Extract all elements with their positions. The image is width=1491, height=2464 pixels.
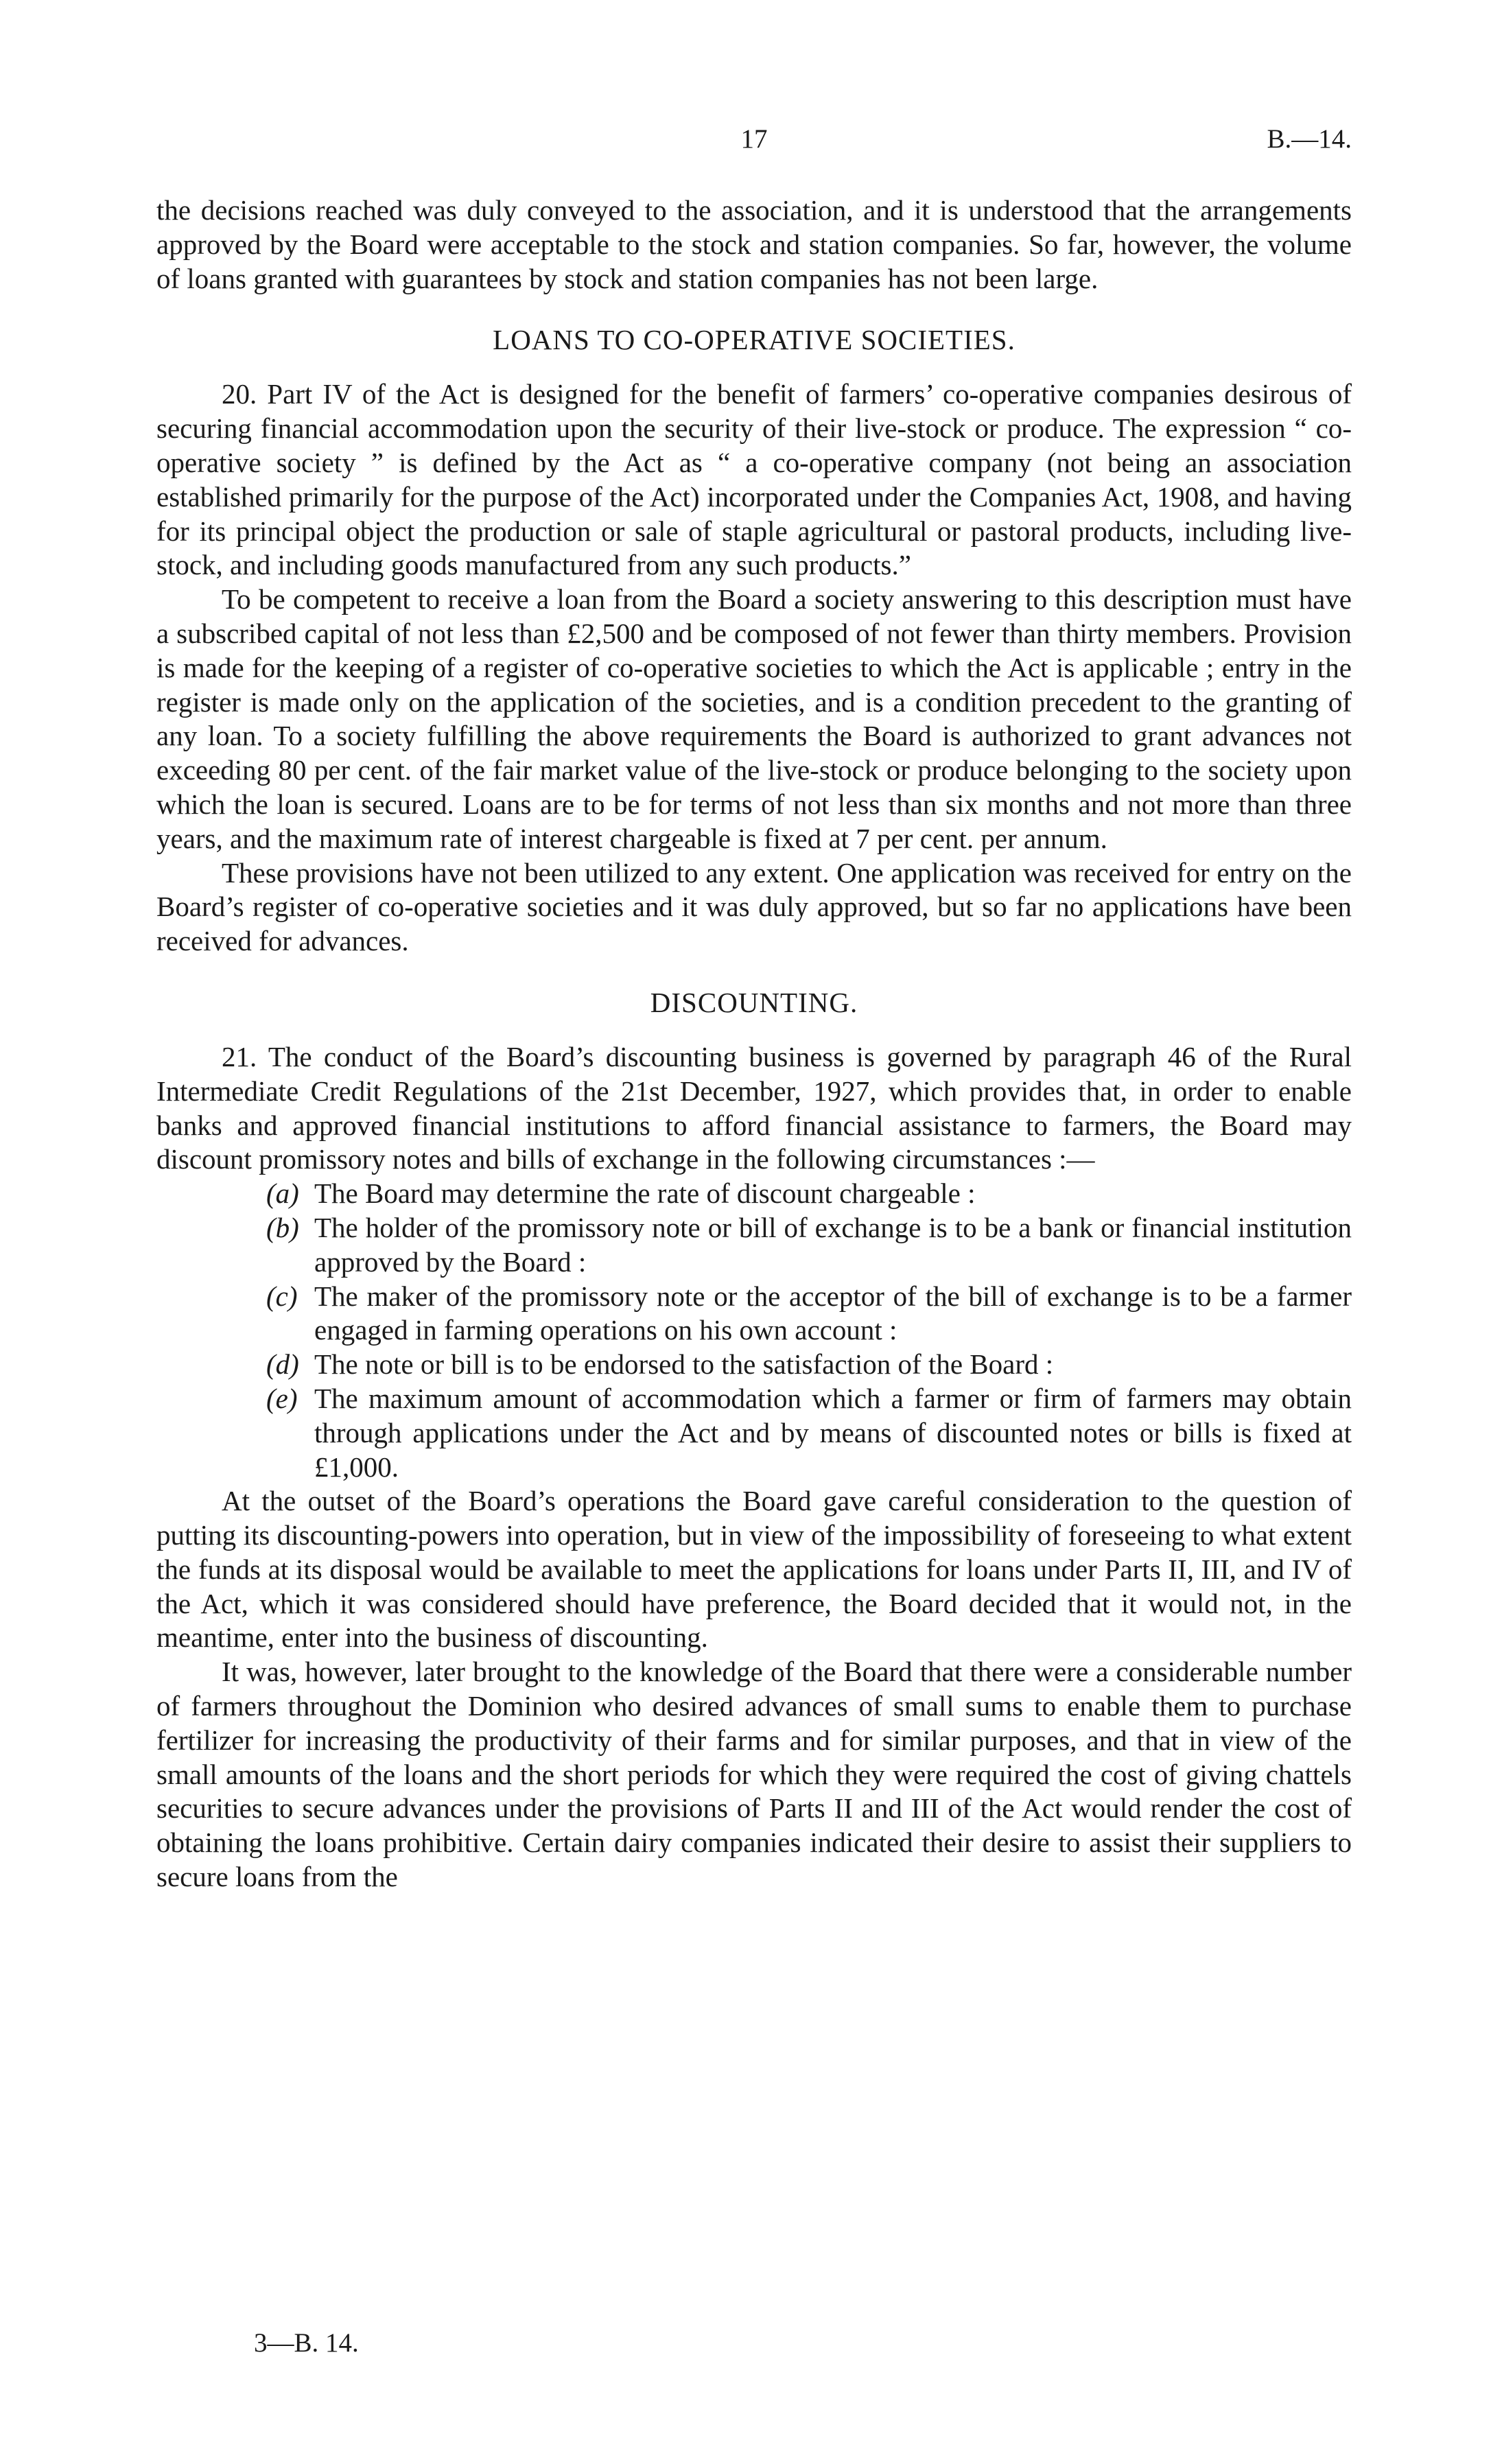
paragraph-21: 21. The conduct of the Board’s discounting business is governed by paragraph 46 of the Rural Intermediate Credit Regulations of the 21st December, 1927, which provides that, in order to enable banks and approved financial institutions to afford financial assistance to farmers, the Board may discount promissory notes and bills of exchange in the following circumstances :— xyxy=(156,1040,1352,1175)
clause-item xyxy=(266,1211,1352,1280)
clause-mark: (e) xyxy=(266,1382,298,1414)
clause-mark: (b) xyxy=(266,1211,299,1243)
heading-loans-to-co-operative-societies: LOANS TO CO-OPERATIVE SOCIETIES. xyxy=(493,324,1015,356)
clause-text: The note or bill is to be endorsed to the satisfaction of the Board : xyxy=(314,1348,1054,1381)
clause-item xyxy=(266,1177,1352,1211)
clause-item xyxy=(266,1280,1352,1348)
page-header xyxy=(156,124,1352,165)
document-reference: B.—14. xyxy=(1267,124,1352,154)
page-number: 17 xyxy=(740,124,768,154)
clause-text: The holder of the promissory note or bill of exchange is to be a bank or financial institution approved by the Board : xyxy=(314,1211,1352,1278)
paragraph-20-b: To be competent to receive a loan from the Board a society answering to this description must have a subscribed capital of not less than £2,500 and be composed of not fewer than thirty members. Provision is made for the keeping of a register of co-operative societies to which the Act is applicable ; entry in the register is made only on the application of the societies, and is a condition precedent to the granting of any loan. To a society fulfilling the above requirements the Board is authorized to grant advances not exceeding 80 per cent. of the fair market value of the live-stock or produce belonging to the society upon which the loan is secured. Loans are to be for terms of not less than six months and not more than three years, and the maximum rate of interest chargeable is fixed at 7 per cent. per annum. xyxy=(156,583,1352,854)
clause-mark: (d) xyxy=(266,1348,299,1381)
clause-mark: (c) xyxy=(266,1280,298,1312)
signature-mark: 3—B. 14. xyxy=(254,2328,359,2358)
clause-text: The Board may determine the rate of discount chargeable : xyxy=(314,1177,976,1210)
clause-text: The maker of the promissory note or the acceptor of the bill of exchange is to be a farmer engaged in farming operations on his own account : xyxy=(314,1280,1352,1346)
paragraph-20-c: These provisions have not been utilized to any extent. One application was received for entry on the Board’s register of co-operative societies and it was duly approved, but so far no applications have been received for advances. xyxy=(156,856,1352,957)
heading-discounting: DISCOUNTING. xyxy=(650,986,858,1018)
paragraph-21-b: At the outset of the Board’s operations the Board gave careful consideration to the question of putting its discounting-powers into operation, but in view of the impossibility of foreseeing to what extent the funds at its disposal would be available to meet the applications for loans under Parts II, III, and IV of the Act, which it was considered should have preference, the Board decided that it would not, in the meantime, enter into the business of discounting. xyxy=(156,1485,1352,1654)
clause-text: The maximum amount of accommodation which a farmer or firm of farmers may obtain through applications under the Act and by means of discounted notes or bills is fixed at £1,000. xyxy=(314,1382,1352,1483)
clause-mark: (a) xyxy=(266,1177,299,1210)
paragraph-20: 20. Part IV of the Act is designed for the benefit of farmers’ co-operative companies desirous of securing financial accommodation upon the security of their live-stock or produce. The expression “ co-operative society ” is defined by the Act as “ a co-operative company (not being an association established primarily for the purpose of the Act) incorporated under the Companies Act, 1908, and having for its principal object the production or sale of staple agricultural or pastoral products, including live-stock, and including goods manufactured from any such products.” xyxy=(156,378,1352,581)
paragraph-21-c: It was, however, later brought to the knowledge of the Board that there were a considerable number of farmers throughout the Dominion who desired advances of small sums to enable them to purchase fertilizer for increasing the productivity of their farms and for similar purposes, and that in view of the small amounts of the loans and the short periods for which they were required the cost of giving chattels securities to secure advances under the provisions of Parts II and III of the Act would render the cost of obtaining the loans prohibitive. Certain dairy companies indicated their desire to assist their suppliers to secure loans from the xyxy=(156,1656,1352,1893)
clause-list xyxy=(156,1177,1352,1484)
clause-item xyxy=(266,1382,1352,1484)
paragraph-intro: the decisions reached was duly conveyed to the association, and it is understood that the arrangements approved by the Board were acceptable to the stock and station companies. So far, however, the volume of loans granted with guarantees by stock and station companies has not been large. xyxy=(156,194,1352,294)
body-text xyxy=(156,193,1352,1894)
clause-item xyxy=(266,1348,1352,1382)
